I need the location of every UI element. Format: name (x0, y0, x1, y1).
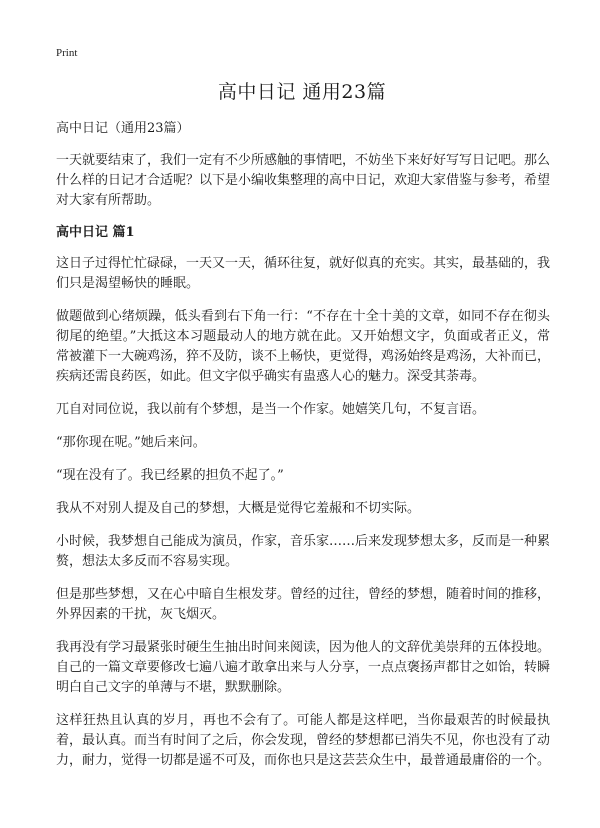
body-paragraph: 这日子过得忙忙碌碌，一天又一天，循环往复，就好似真的充实。其实，最基础的，我们只是渴望畅快的睡眠。 (56, 256, 551, 291)
intro-paragraph: 一天就要结束了，我们一定有不少所感触的事情吧，不妨坐下来好好写写日记吧。那么什么样的日记才合适呢？以下是小编收集整理的高中日记，欢迎大家借鉴与参考，希望对大家有所帮助。 (56, 153, 551, 208)
body-paragraph: 但是那些梦想，又在心中暗自生根发芽。曾经的过往，曾经的梦想，随着时间的推移，外界因素的干扰，灰飞烟灭。 (56, 587, 551, 622)
body-paragraph: 我从不对别人提及自己的梦想，大概是觉得它羞赧和不切实际。 (56, 501, 421, 516)
print-link[interactable]: Print (56, 47, 78, 59)
body-paragraph: 做题做到心绪烦躁，低头看到右下角一行：“不存在十全十美的文章，如同不存在彻头彻尾的绝望。”大抵这本习题最动人的地方就在此。又开始想文字，负面或者正义，常常被灌下一大碗鸡汤，猝不及防，谈不上畅快，更觉得，鸡汤始终是鸡汤，大补而已，疾病还需良药医，如此。但文字似乎确实有蛊惑人心的魅力。深受其荼毒。 (56, 309, 551, 384)
body-paragraph: 这样狂热且认真的岁月，再也不会有了。可能人都是这样吧，当你最艰苦的时候最执着，最认真。而当有时间了之后，你会发现，曾经的梦想都已消失不见，你也没有了动力，耐力，觉得一切都是遥不可及，而你也只是这芸芸众生中，最普通最庸俗的一个。 (56, 713, 551, 768)
document-body (56, 151, 550, 784)
section-heading: 高中日记 篇1 (56, 225, 135, 240)
body-paragraph: 兀自对同位说，我以前有个梦想，是当一个作家。她嬉笑几句，不复言语。 (56, 402, 486, 417)
body-paragraph: “现在没有了。我已经累的担负不起了。” (56, 468, 284, 483)
page-title: 高中日记 通用23篇 (217, 81, 387, 103)
body-paragraph: 我再没有学习最紧张时硬生生抽出时间来阅读，因为他人的文辞优美崇拜的五体投地。自己的一篇文章要修改七遍八遍才敢拿出来与人分享，一点点褒扬声都甘之如饴，转瞬明白自己文字的单薄与不堪，默默删除。 (56, 640, 551, 695)
body-paragraph: 小时候，我梦想自己能成为演员，作家，音乐家……后来发现梦想太多，反而是一种累赘，想法太多反而不容易实现。 (56, 534, 551, 569)
body-paragraph: “那你现在呢。”她后来问。 (56, 435, 206, 450)
document-subtitle: 高中日记（通用23篇） (56, 121, 190, 136)
